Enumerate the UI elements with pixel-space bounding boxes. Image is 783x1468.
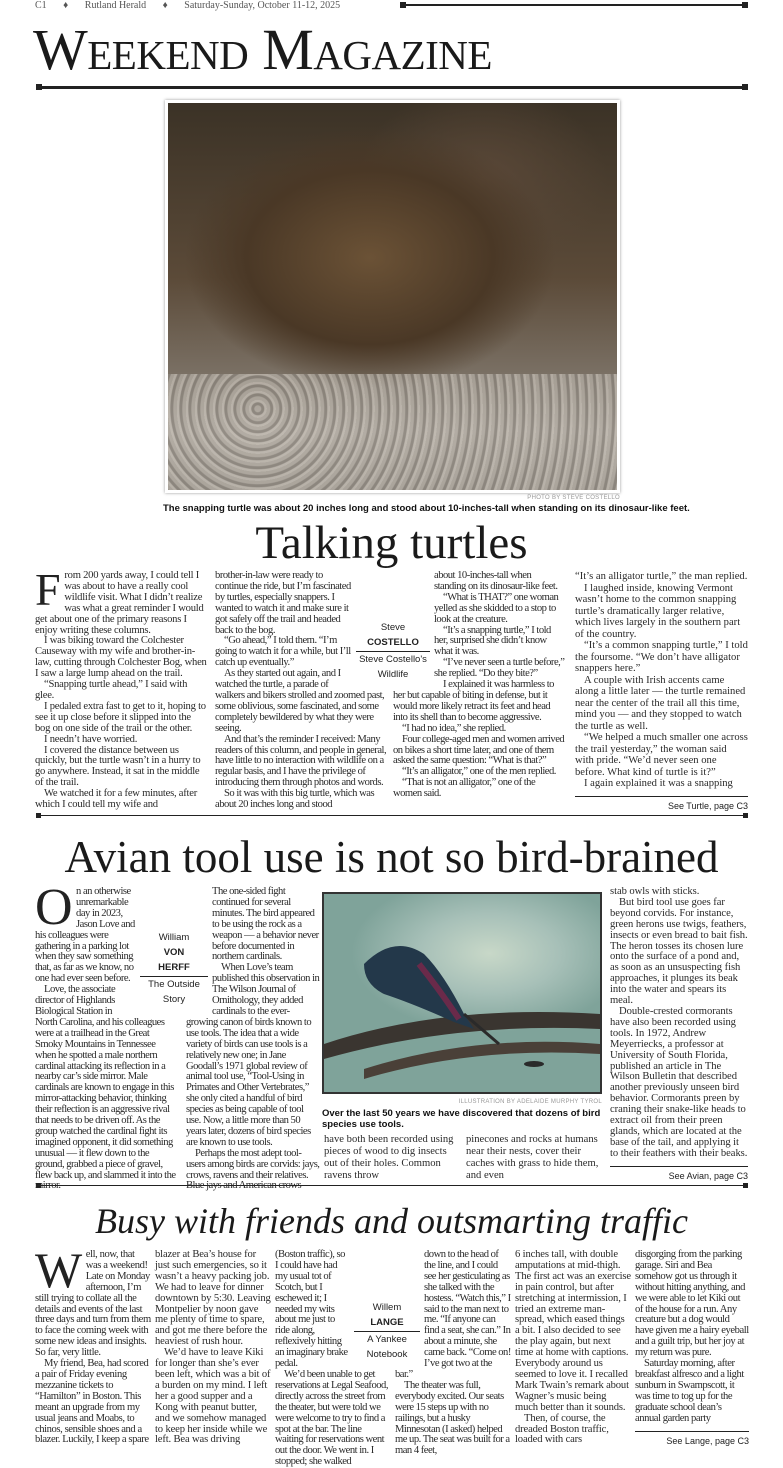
- jump-link-lange[interactable]: See Lange, page C3: [635, 1431, 749, 1447]
- paragraph: have both been recorded using pieces of wood to dig insects out of their holes. Common ravens throw: [324, 1134, 454, 1181]
- headline-avian: Avian tool use is not so bird-brained: [64, 832, 719, 882]
- divider: [36, 1185, 748, 1186]
- separator-icon: ♦: [63, 0, 69, 11]
- paragraph: Double-crested cormorants have also been recorded using tools. In 1972, Andrew Meyerriecks, a professor at University of South Florida, published an article in The Wilson Bulletin that described another previously unseen bird behavior. Cormorants preen by craning their snake-like heads to extract oil from their preen glands, which are located at the base of the tail, and applying it to their feathers with their beaks.: [610, 1005, 748, 1159]
- heron-illustration: [322, 892, 602, 1094]
- paragraph: Perhaps the most adept tool-users among birds are corvids: jays, crows, ravens and their relatives.: [186, 1147, 320, 1181]
- paragraph: Four college-aged men and women arrived on bikes a short time later, and one of them asked the same question: “What is that?”: [393, 733, 565, 767]
- paragraph: blazer at Bea’s house for just such emergencies, so it wasn’t a heavy packing job. We had to leave for dinner downtown by 5:30. Leaving Montpelier by noon gave me plenty of time to spare, and got me there before the heaviest of rush hour.: [155, 1249, 271, 1348]
- paragraph: “It’s an alligator turtle,” the man replied.: [575, 571, 748, 582]
- paragraph: We’d been unable to get reservations at Legal Seafood, directly across the street from the theater, but were told we were welcome to try to find a spot at the bar. The line waiting for reservations went out the door. We went in. I stopped; she walked: [275, 1368, 388, 1468]
- column-name: A Yankee: [367, 1334, 407, 1345]
- article-column: [393, 571, 565, 800]
- paragraph: We watched it for a few minutes, after which I could tell my wife and: [35, 788, 197, 811]
- paragraph: ell, now, that was a weekend! Late on Monday afternoon, I’m still trying to collate all the details and events of the last three days and turn from them to face the coming week with some new ideas and insights. So far, very little.: [35, 1249, 151, 1359]
- paragraph: And that’s the reminder I received: Many readers of this column, and people in general, have little to no interaction with wildlife on a regular basis, and I have the privilege of introducing them through photos and words.: [215, 733, 387, 789]
- column-name: Steve Costello's: [359, 654, 427, 665]
- paragraph: brother-in-law were ready to continue the ride, but I’m fascinated by turtles, especially snappers. I wanted to watch it and make sure it got safely off the trail and headed back to the bog.: [215, 570, 351, 636]
- jump-link-avian[interactable]: See Avian, page C3: [610, 1166, 748, 1182]
- paragraph: about 10-inches-tall when standing on its dinosaur-like feet.: [434, 570, 558, 592]
- author-last: HERFF: [140, 960, 208, 977]
- divider: [400, 4, 748, 6]
- illustration-caption: Over the last 50 years we have discovered that dozens of bird species use tools.: [322, 1108, 601, 1130]
- article-column: [155, 1250, 271, 1446]
- paragraph: “That is not an alligator,” one of the women said.: [393, 777, 536, 800]
- paragraph: rom 200 yards away, I could tell I was about to have a really cool wildlife visit. What I didn’t realize was what a great reminder I would get about one of the primary reasons I enjoy writing these columns.: [35, 570, 204, 636]
- author-last: COSTELLO: [356, 635, 430, 652]
- column-name: Wildlife: [377, 669, 409, 680]
- article-column: [324, 1134, 462, 1182]
- author-last: LANGE: [354, 1315, 420, 1332]
- paper-name: Rutland Herald: [84, 0, 147, 11]
- author-first: William: [158, 932, 190, 943]
- byline-costello: [356, 620, 430, 682]
- column-name: Notebook: [366, 1349, 408, 1360]
- drop-cap: W: [35, 1242, 82, 1298]
- drop-cap: O: [35, 879, 73, 936]
- spacer: [395, 1296, 424, 1366]
- paragraph: The theater was full, everybody excited. Our seats were 15 steps up with no railings, but a husky Minnesotan (I asked) helped me up. The seat was built for a man 4 feet,: [395, 1379, 510, 1457]
- paragraph: stab owls with sticks.: [610, 886, 700, 897]
- paragraph: I explained it was harmless to her but capable of biting in defense, but it would more likely retract its feet and head into its shell than to become aggressive.: [393, 679, 554, 723]
- paragraph: “What is THAT?” one woman yelled as she skidded to a stop to look at the creature.: [434, 591, 559, 625]
- paragraph: disgorging from the parking garage. Siri and Bea somehow got us through it without hitting anything, and we were able to let Kiki out of the house for a run. Any creature but a dog would have given me a hairy eyeball and a guilt trip, but her joy at my return was pure.: [635, 1249, 749, 1359]
- article-column: [515, 1250, 631, 1446]
- paragraph: I was biking toward the Colchester Causeway with my wife and brother-in-law, cutting through Colchester Bog, when I saw a large lump ahead on the trail.: [35, 635, 207, 680]
- paragraph: Then, of course, the dreaded Boston traffic, loaded with cars: [515, 1412, 609, 1446]
- paragraph: I pedaled extra fast to get to it, hoping to see it up close before it slipped into the bog on one side of the trail or the other.: [35, 700, 206, 734]
- heron-icon: [324, 894, 600, 1092]
- separator-icon: ♦: [162, 0, 168, 11]
- paragraph: As they started out again, and I watched the turtle, a parade of walkers and bikers strolled and zoomed past, some oblivious, some fascinated, and some completely bewildered by what they were seeing.: [215, 668, 385, 734]
- paragraph: I covered the distance between us quickly, but the turtle wasn’t in a hurry to go anywhere. Instead, it sat in the middle of the trail.: [35, 744, 201, 789]
- paragraph: We’d have to leave Kiki for longer than she’s ever been left, which was a bit of a burden on my mind. I left her a good supper and a Kong with peanut butter, and we somehow managed to keep her inside while we left. Bea was driving: [155, 1347, 271, 1446]
- paragraph: n an otherwise unremarkable day in 2023, Jason Love and his colleagues were gathering in a parking lot when they saw something that, as far as we know, no one had ever seen before.: [35, 886, 135, 985]
- paragraph: I needn’t have worried.: [44, 733, 138, 745]
- article-column: [575, 571, 748, 812]
- photo-caption: The snapping turtle was about 20 inches long and stood about 10-inches-tall when standing on its dinosaur-like feet.: [163, 503, 690, 514]
- photo-credit: PHOTO BY STEVE COSTELLO: [527, 495, 620, 501]
- spacer: [186, 926, 212, 1011]
- paragraph: My friend, Bea, had scored a pair of Friday evening mezzanine tickets to “Hamilton” in Boston. This meant an upgrade from my usual jeans and Moabs, to chinos, sensible shoes and a blazer. Luckily, I keep a spare: [35, 1358, 149, 1446]
- author-last: VON: [163, 947, 185, 958]
- paragraph: “It’s a snapping turtle,” I told her, surprised she didn’t know what it was.: [434, 624, 551, 658]
- issue-date: Saturday-Sunday, October 11-12, 2025: [184, 0, 341, 11]
- headline-turtles: Talking turtles: [255, 517, 528, 569]
- paragraph: “We helped a much smaller one across the trail yesterday,” the woman said with pride. “We’d never seen one before. What kind of turtle is it?”: [575, 732, 748, 778]
- paragraph: pinecones and rocks at humans near their nests, cover their caches with grass to hide them, and even: [466, 1134, 599, 1181]
- masthead: Weekend Magazine: [33, 17, 492, 82]
- author-first: Willem: [372, 1302, 402, 1313]
- paragraph: I laughed inside, knowing Vermont wasn’t home to the common snapping turtle’s dramatically larger relative, which lives largely in the southern part of the country.: [575, 582, 741, 640]
- headline-lange: Busy with friends and outsmarting traffic: [94, 1201, 688, 1241]
- paragraph: “I had no idea,” she replied.: [402, 722, 506, 734]
- paragraph: (Boston traffic), so I could have had my usual tot of Scotch, but I eschewed it; I needed my wits about me just to ride along, reflexively hitting an imaginary brake pedal.: [275, 1249, 348, 1370]
- article-column: [186, 887, 320, 1192]
- paragraph: A couple with Irish accents came along a little later — the turtle remained near the center of the trail all this time, mind you — and they stopped to watch the turtle as well.: [575, 674, 746, 732]
- article-column: [395, 1250, 511, 1457]
- paragraph: When Love’s team published this observation in The Wilson Journal of Ornithology, they added cardinals to the ever-growing canon of birds known to use tools. The idea that a wide variety of birds can use tools is a relatively new one; in Jane Goodall’s 1971 global review of animal tool use, “Tool-Using in Primates and Other Vertebrates,” she only cited a handful of bird species as being capable of tool use. Now, a little more than 50 years later, dozens of bird species are known to use tools.: [186, 962, 320, 1148]
- page-number: C1: [35, 0, 47, 11]
- article-column: [635, 1250, 749, 1447]
- folio-line: [35, 0, 354, 11]
- paragraph: Saturday morning, after breakfast alfresco and a light sunburn in Swampscott, it was time to tog up for the graduate school dean’s annual garden party: [635, 1358, 744, 1424]
- paragraph: But bird tool use goes far beyond corvids. For instance, green herons use twigs, feathers, insects or even bread to bait fish. The heron tosses its chosen lure onto the surface of a pond and, as soon as an unsuspecting fish approaches, it plunges its beak into the water and spears its meal.: [610, 896, 748, 1007]
- paragraph: I again explained it was a snapping: [584, 778, 733, 789]
- paragraph: The one-sided fight continued for several minutes. The bird appeared to be using the rock as a weapon — a behavior never before documented in northern cardinals.: [212, 886, 319, 963]
- paragraph: Love, the associate director of Highlands Biological Station in North Carolina, and his colleagues were at a trailhead in the Great Smoky Mountains in Tennessee when he spotted a male northern cardinal attacking its reflection in a nearby car’s side mirror. Male cardinals are known to engage in this mirror-attacking behavior, thinking their reflection is an aggressive rival that needs to be driven off. As the group watched the cardinal fight its imagined opponent, it did something unusual — it flew down to the ground, grabbed a piece of gravel, flew back up, and slammed it into the: [35, 984, 176, 1181]
- paragraph: “It’s a common snapping turtle,” I told the foursome. “We don’t have alligator snappers here.”: [575, 640, 748, 674]
- article-column: [215, 571, 387, 811]
- turtle-photo: [165, 100, 620, 493]
- author-first: Steve: [380, 622, 406, 633]
- divider: [36, 815, 748, 816]
- paragraph: down to the head of the line, and I could see her gesticulating as she talked with the hostess. “Watch this,” I said to the man next to me. “If anyone can find a seat, she can.” In about a minute, she came back. “Come on! I’ve got two at the bar.”: [395, 1249, 511, 1380]
- article-column: [466, 1134, 604, 1182]
- paragraph: 6 inches tall, with double amputations at mid-thigh. The first act was an exercise in pain control, but after stretching at intermission, I tried an extreme man-spread, which eased things a bit. I also decided to see the play again, but next time at home with captions. Everybody around us seemed to love it. I recalled Mark Twain’s remark about Wagner’s music being much better than it sounds.: [515, 1249, 631, 1413]
- jump-link-turtle[interactable]: See Turtle, page C3: [575, 796, 748, 812]
- column-name: Story: [162, 994, 186, 1005]
- paragraph: “Snapping turtle ahead,” I said with glee.: [35, 679, 188, 701]
- paragraph: “It’s an alligator,” one of the men replied.: [402, 766, 556, 778]
- paragraph: “Go ahead,” I told them. “I’m going to watch it for a while, but I’ll catch up eventually.”: [215, 635, 351, 669]
- illustration-credit: ILLUSTRATION BY ADELAIDE MURPHY TYROL: [458, 1099, 602, 1105]
- drop-cap: F: [35, 564, 61, 615]
- article-column: [610, 887, 748, 1182]
- article-column: [35, 564, 207, 811]
- divider: [36, 86, 748, 89]
- paragraph: So it was with this big turtle, which was about 20 inches long and stood: [215, 788, 375, 811]
- article-column: [35, 1242, 151, 1446]
- paragraph: “I’ve never seen a turtle before,” she replied. “Do they bite?”: [434, 657, 565, 680]
- column-name: The Outside: [148, 979, 200, 990]
